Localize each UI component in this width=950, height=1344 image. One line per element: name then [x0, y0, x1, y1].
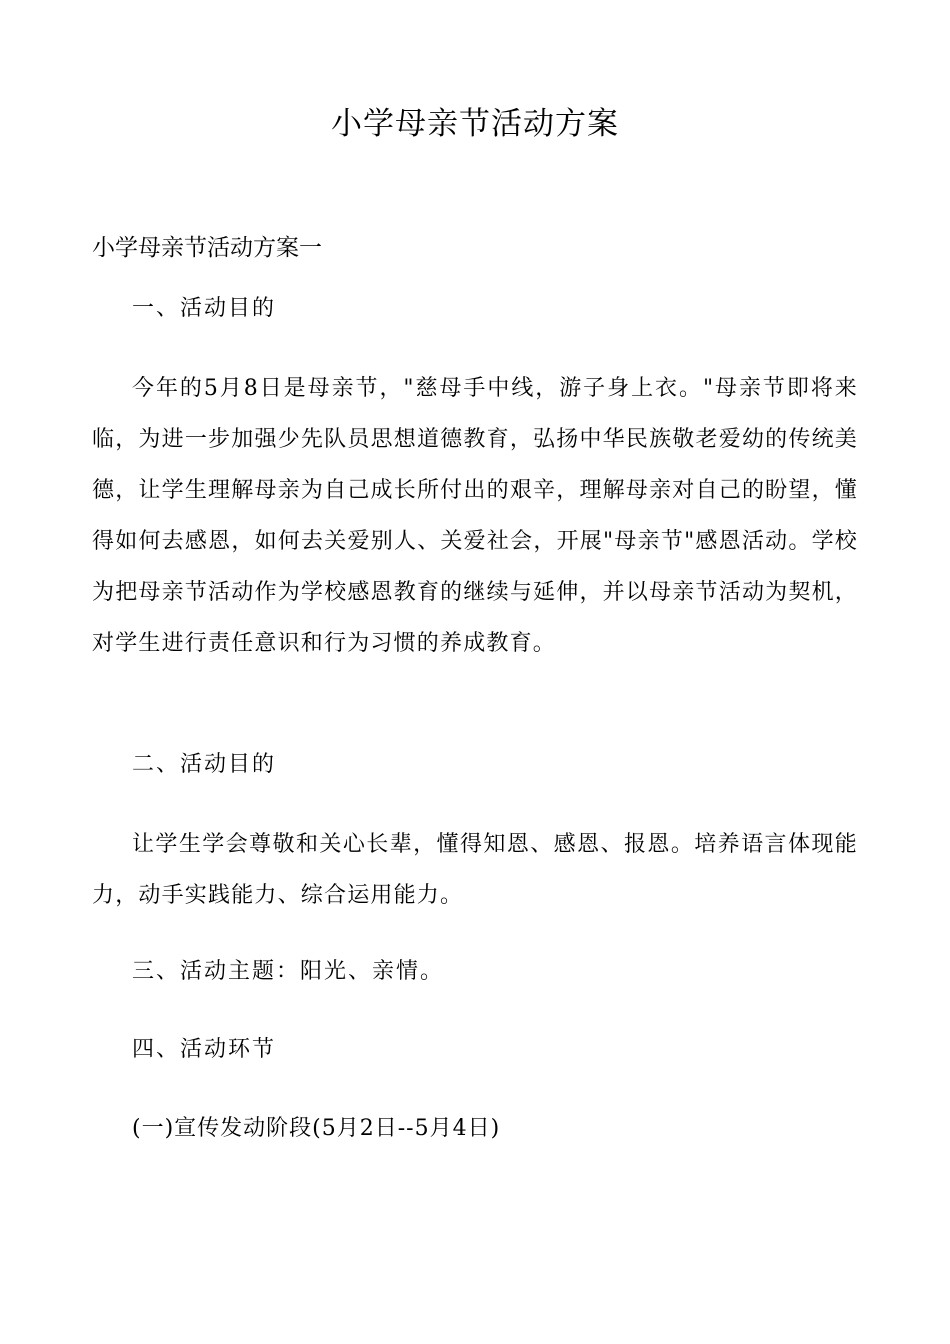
heading-publicity-stage: (一)宣传发动阶段(5月2日--5月4日): [132, 1116, 501, 1141]
paragraph-activity-purpose-2: 让学生学会尊敬和关心长辈，懂得知恩、感恩、报恩。培养语言体现能力，动手实践能力、综合运用能力。: [92, 832, 858, 908]
document-title: 小学母亲节活动方案: [331, 106, 619, 142]
heading-activity-steps: 四、活动环节: [132, 1037, 277, 1062]
heading-activity-theme: 三、活动主题：阳光、亲情。: [132, 959, 445, 984]
heading-activity-purpose-1: 一、活动目的: [132, 296, 277, 321]
paragraph-activity-purpose-1: 今年的5月8日是母亲节，"慈母手中线，游子身上衣。"母亲节即将来临，为进一步加强少先队员思想道德教育，弘扬中华民族敬老爱幼的传统美德，让学生理解母亲为自己成长所付出的艰辛，理解母亲对自己的盼望，懂得如何去感恩，如何去关爱别人、关爱社会，开展"母亲节"感恩活动。学校为把母亲节活动作为学校感恩教育的继续与延伸，并以母亲节活动为契机，对学生进行责任意识和行为习惯的养成教育。: [92, 376, 858, 656]
section-title: 小学母亲节活动方案一: [92, 235, 322, 261]
heading-activity-purpose-2: 二、活动目的: [132, 752, 277, 777]
